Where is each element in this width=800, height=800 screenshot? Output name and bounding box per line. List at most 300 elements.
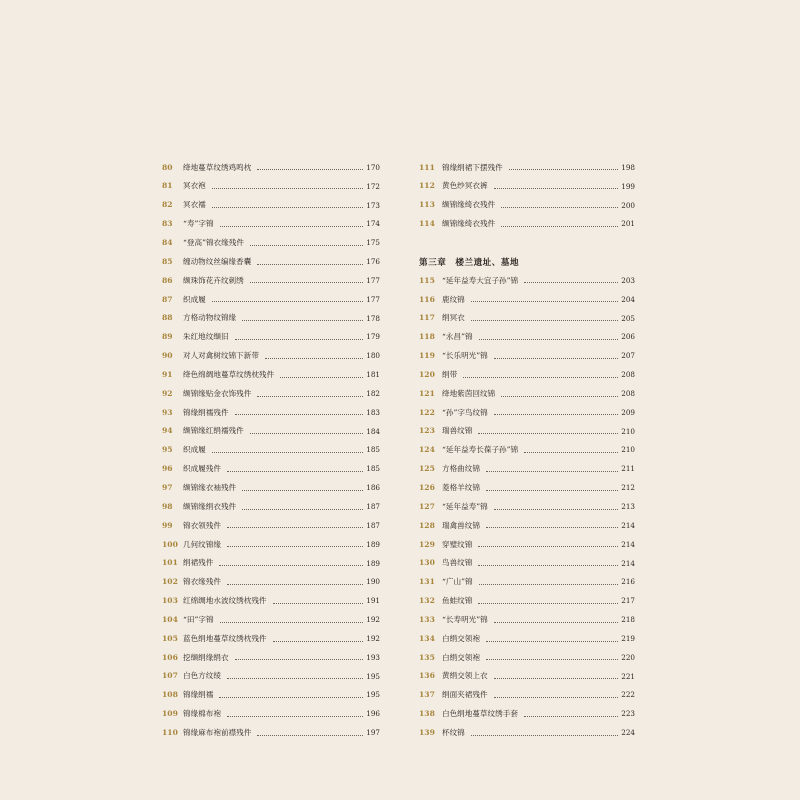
entry-number: 94 xyxy=(162,426,173,436)
toc-entry[interactable] xyxy=(419,460,635,479)
toc-right-top xyxy=(419,158,635,233)
entry-title: 锦衣缘残件 xyxy=(183,577,221,587)
entry-title: “延年益寿大宜子孙”锦 xyxy=(442,275,519,285)
toc-entry[interactable] xyxy=(419,573,635,592)
entry-title: 绢冥衣 xyxy=(442,313,465,323)
entry-number: 132 xyxy=(419,596,435,606)
toc-entry[interactable] xyxy=(419,686,635,705)
dot-leader xyxy=(250,244,363,246)
toc-entry[interactable] xyxy=(419,704,635,723)
entry-title: 红绵绸地水波纹绣枕残件 xyxy=(183,596,267,606)
entry-page-number: 223 xyxy=(621,709,635,719)
entry-number: 109 xyxy=(162,709,178,719)
entry-number: 117 xyxy=(419,313,435,323)
entry-title: 瑞禽兽纹锦 xyxy=(442,520,480,530)
dot-leader xyxy=(273,640,364,642)
entry-page-number: 219 xyxy=(621,633,635,643)
dot-leader xyxy=(280,376,363,378)
toc-entry[interactable] xyxy=(419,328,635,347)
entry-page-number: 204 xyxy=(621,294,635,304)
entry-page-number: 197 xyxy=(366,728,380,738)
toc-entry[interactable] xyxy=(162,328,380,347)
dot-leader xyxy=(478,545,618,547)
dot-leader xyxy=(471,300,619,302)
toc-entry[interactable] xyxy=(162,686,380,705)
entry-title: 白色方纹绫 xyxy=(183,671,221,681)
entry-page-number: 189 xyxy=(366,558,380,568)
dot-leader xyxy=(501,225,618,227)
entry-title: 方格曲纹锦 xyxy=(442,464,480,474)
dot-leader xyxy=(478,564,618,566)
chapter-heading: 第三章 楼兰遗址、墓地 xyxy=(419,257,520,268)
entry-page-number: 217 xyxy=(621,596,635,606)
entry-title: 绛地紫茵回纹锦 xyxy=(442,388,496,398)
entry-number: 126 xyxy=(419,482,435,492)
dot-leader xyxy=(479,338,619,340)
toc-entry[interactable] xyxy=(162,252,380,271)
dot-leader xyxy=(227,677,363,679)
entry-number: 83 xyxy=(162,219,173,229)
entry-page-number: 211 xyxy=(621,464,635,474)
toc-entry[interactable] xyxy=(162,196,380,215)
toc-entry[interactable] xyxy=(162,233,380,252)
dot-leader xyxy=(501,395,618,397)
entry-page-number: 193 xyxy=(366,652,380,662)
entry-title: 锦衣领残件 xyxy=(183,520,221,530)
entry-title: 缬锦缘红绢襦残件 xyxy=(183,426,244,436)
dot-leader xyxy=(242,508,363,510)
entry-title: 绛地蔓草纹绣鸡鸣枕 xyxy=(183,162,252,172)
entry-title: “田”字锦 xyxy=(183,614,214,624)
section-gap xyxy=(419,233,635,252)
toc-entry[interactable] xyxy=(419,610,635,629)
entry-title: 几何纹锦缘 xyxy=(183,539,221,549)
toc-entry[interactable] xyxy=(419,271,635,290)
entry-page-number: 224 xyxy=(621,728,635,738)
toc-entry[interactable] xyxy=(419,441,635,460)
toc-entry[interactable] xyxy=(419,723,635,742)
dot-leader xyxy=(494,696,619,698)
toc-entry[interactable] xyxy=(162,648,380,667)
dot-leader xyxy=(509,168,619,170)
dot-leader xyxy=(227,545,363,547)
entry-number: 128 xyxy=(419,520,435,530)
entry-title: 绢裙残件 xyxy=(183,558,214,568)
dot-leader xyxy=(219,696,363,698)
entry-page-number: 218 xyxy=(621,615,635,625)
entry-number: 118 xyxy=(419,332,435,342)
dot-leader xyxy=(524,451,618,453)
entry-title: 缬锦缘绮衣残件 xyxy=(442,219,496,229)
toc-entry[interactable] xyxy=(419,516,635,535)
entry-title: 鸟兽纹锦 xyxy=(442,558,473,568)
toc-entry[interactable] xyxy=(419,667,635,686)
dot-leader xyxy=(486,526,618,528)
dot-leader xyxy=(486,470,618,472)
dot-leader xyxy=(257,263,363,265)
entry-title: 锦缘绢裙下摆残件 xyxy=(442,162,503,172)
entry-title: 蓝色绢地蔓草纹绣枕残件 xyxy=(183,633,267,643)
dot-leader xyxy=(242,489,363,491)
toc-entry[interactable] xyxy=(162,271,380,290)
dot-leader xyxy=(494,621,619,623)
entry-page-number: 174 xyxy=(366,219,380,229)
entry-title: 杯纹锦 xyxy=(442,727,465,737)
dot-leader xyxy=(265,357,363,359)
toc-entry[interactable] xyxy=(419,403,635,422)
entry-number: 135 xyxy=(419,652,435,662)
entry-number: 100 xyxy=(162,539,178,549)
dot-leader xyxy=(235,413,364,415)
entry-number: 119 xyxy=(419,351,435,361)
entry-page-number: 177 xyxy=(366,294,380,304)
toc-entry[interactable] xyxy=(162,290,380,309)
entry-page-number: 220 xyxy=(621,652,635,662)
entry-number: 134 xyxy=(419,633,435,643)
entry-title: “永昌”锦 xyxy=(442,332,473,342)
entry-number: 116 xyxy=(419,294,435,304)
entry-number: 130 xyxy=(419,558,435,568)
entry-title: 挖缬绢缘绢衣 xyxy=(183,652,229,662)
toc-entry[interactable] xyxy=(162,403,380,422)
entry-number: 131 xyxy=(419,577,435,587)
entry-title: 绢带 xyxy=(442,369,458,379)
toc-entry[interactable] xyxy=(162,365,380,384)
entry-page-number: 206 xyxy=(621,332,635,342)
entry-number: 84 xyxy=(162,238,173,247)
toc-entry[interactable] xyxy=(419,554,635,573)
toc-entry[interactable] xyxy=(419,591,635,610)
entry-number: 127 xyxy=(419,501,435,511)
entry-number: 133 xyxy=(419,614,435,624)
entry-number: 121 xyxy=(419,388,435,398)
entry-title: 缠动物纹丝编缘香囊 xyxy=(183,256,252,266)
entry-title: “长乐明光”锦 xyxy=(442,351,488,361)
dot-leader xyxy=(235,658,364,660)
toc-entry[interactable] xyxy=(162,441,380,460)
entry-title: 鹿纹锦 xyxy=(442,294,465,304)
entry-title: 冥衣襦 xyxy=(183,200,206,210)
entry-number: 98 xyxy=(162,501,173,511)
entry-number: 108 xyxy=(162,690,178,700)
entry-page-number: 185 xyxy=(366,445,380,455)
toc-entry[interactable] xyxy=(419,497,635,516)
entry-page-number: 199 xyxy=(621,181,635,191)
entry-page-number: 172 xyxy=(366,181,380,191)
entry-page-number: 170 xyxy=(366,162,380,172)
entry-number: 112 xyxy=(419,181,435,191)
toc-entry[interactable] xyxy=(162,346,380,365)
toc-entry[interactable] xyxy=(162,610,380,629)
entry-title: 锦缘棉布袍 xyxy=(183,709,221,719)
dot-leader xyxy=(494,357,619,359)
entry-title: 锦缘绢襦残件 xyxy=(183,407,229,417)
entry-number: 122 xyxy=(419,407,435,417)
entry-number: 89 xyxy=(162,332,173,342)
entry-page-number: 176 xyxy=(366,257,380,267)
dot-leader xyxy=(250,432,364,434)
entry-number: 86 xyxy=(162,275,173,285)
entry-number: 120 xyxy=(419,369,435,379)
toc-entry[interactable] xyxy=(419,422,635,441)
entry-page-number: 222 xyxy=(621,690,635,700)
dot-leader xyxy=(212,206,364,208)
dot-leader xyxy=(524,281,618,283)
entry-title: 缬锦缘绢衣残件 xyxy=(183,501,237,511)
entry-number: 113 xyxy=(419,200,435,210)
toc-entry[interactable] xyxy=(162,554,380,573)
entry-title: 锦缘麻布袍前襟残件 xyxy=(183,727,252,737)
entry-title: “登高”锦衣缘残件 xyxy=(183,238,244,247)
dot-leader xyxy=(227,470,363,472)
toc-entry[interactable] xyxy=(162,516,380,535)
entry-title: 穿璧纹锦 xyxy=(442,539,473,549)
entry-page-number: 180 xyxy=(366,351,380,361)
entry-page-number: 214 xyxy=(621,558,635,568)
dot-leader xyxy=(219,564,363,566)
dot-leader xyxy=(479,583,619,585)
entry-page-number: 196 xyxy=(366,709,380,719)
toc-entry[interactable] xyxy=(162,309,380,328)
entry-page-number: 198 xyxy=(621,162,635,172)
entry-page-number: 221 xyxy=(621,671,635,681)
toc-entry[interactable] xyxy=(162,497,380,516)
entry-title: “长寿明光”锦 xyxy=(442,614,488,624)
entry-number: 102 xyxy=(162,577,178,587)
entry-number: 92 xyxy=(162,388,173,398)
dot-leader xyxy=(242,319,363,321)
entry-page-number: 179 xyxy=(366,332,380,342)
dot-leader xyxy=(471,734,619,736)
toc-entry[interactable] xyxy=(162,177,380,196)
entry-page-number: 208 xyxy=(621,388,635,398)
toc-right-bottom xyxy=(419,271,635,742)
entry-title: “延年益寿长葆子孙”锦 xyxy=(442,445,519,455)
entry-number: 125 xyxy=(419,464,435,474)
toc-entry[interactable] xyxy=(162,158,380,177)
entry-number: 103 xyxy=(162,596,178,606)
toc-entry[interactable] xyxy=(419,215,635,234)
entry-page-number: 187 xyxy=(366,520,380,530)
entry-page-number: 209 xyxy=(621,407,635,417)
toc-entry[interactable] xyxy=(419,177,635,196)
dot-leader xyxy=(471,319,619,321)
dot-leader xyxy=(478,602,618,604)
dot-leader xyxy=(220,225,364,227)
entry-title: 冥衣袍 xyxy=(183,181,206,191)
entry-number: 107 xyxy=(162,671,178,681)
entry-page-number: 210 xyxy=(621,426,635,436)
entry-number: 123 xyxy=(419,426,435,436)
toc-left-column xyxy=(162,158,380,742)
entry-number: 129 xyxy=(419,539,435,549)
entry-number: 137 xyxy=(419,690,435,700)
dot-leader xyxy=(212,187,364,189)
entry-title: “寿”字锦 xyxy=(183,219,214,229)
entry-page-number: 205 xyxy=(621,313,635,323)
toc-entry[interactable] xyxy=(419,648,635,667)
dot-leader xyxy=(227,526,363,528)
entry-title: 白色绢地蔓草纹绣手套 xyxy=(442,709,518,719)
entry-page-number: 192 xyxy=(366,633,380,643)
entry-title: 织成履 xyxy=(183,294,206,304)
entry-page-number: 212 xyxy=(621,483,635,493)
entry-number: 88 xyxy=(162,313,173,323)
entry-page-number: 213 xyxy=(621,502,635,511)
entry-page-number: 183 xyxy=(366,407,380,417)
dot-leader xyxy=(463,376,618,378)
entry-page-number: 182 xyxy=(366,388,380,398)
entry-page-number: 190 xyxy=(366,577,380,587)
toc-entry[interactable] xyxy=(162,629,380,648)
toc-entry[interactable] xyxy=(419,196,635,215)
entry-title: “孙”字鸟纹锦 xyxy=(442,407,488,417)
dot-leader xyxy=(257,395,363,397)
toc-entry[interactable] xyxy=(162,704,380,723)
dot-leader xyxy=(494,187,619,189)
entry-page-number: 214 xyxy=(621,520,635,530)
toc-entry[interactable] xyxy=(162,723,380,742)
dot-leader xyxy=(494,677,619,679)
entry-title: 缬锦缘绮衣残件 xyxy=(442,200,496,210)
entry-number: 114 xyxy=(419,219,435,229)
entry-number: 91 xyxy=(162,369,173,379)
toc-entry[interactable] xyxy=(419,158,635,177)
entry-number: 97 xyxy=(162,482,173,492)
dot-leader xyxy=(478,432,618,434)
entry-page-number: 207 xyxy=(621,351,635,361)
entry-number: 96 xyxy=(162,464,173,474)
entry-page-number: 195 xyxy=(366,690,380,700)
entry-number: 82 xyxy=(162,200,173,210)
entry-page-number: 195 xyxy=(366,671,380,681)
dot-leader xyxy=(494,508,619,510)
dot-leader xyxy=(235,338,364,340)
entry-title: 对人对禽树纹锦下新带 xyxy=(183,351,259,361)
entry-title: 朱红地纹缬旧 xyxy=(183,332,229,342)
entry-number: 111 xyxy=(419,162,435,172)
entry-title: 菱格羊纹锦 xyxy=(442,482,480,492)
entry-title: 瑞兽纹锦 xyxy=(442,426,473,436)
toc-right-column xyxy=(419,158,635,742)
entry-title: 黄色纱冥衣裤 xyxy=(442,181,488,191)
entry-title: 鱼蛙纹锦 xyxy=(442,596,473,606)
entry-title: 方格动物纹锦缘 xyxy=(183,313,237,323)
toc-entry[interactable] xyxy=(162,535,380,554)
entry-page-number: 181 xyxy=(366,370,380,380)
dot-leader xyxy=(486,489,618,491)
entry-page-number: 178 xyxy=(366,313,380,323)
entry-number: 85 xyxy=(162,256,173,266)
toc-entry[interactable] xyxy=(162,215,380,234)
entry-title: 黄绢交领上衣 xyxy=(442,671,488,681)
dot-leader xyxy=(524,715,618,717)
toc-entry[interactable] xyxy=(162,384,380,403)
entry-title: “延年益寿”锦 xyxy=(442,501,488,511)
entry-page-number: 187 xyxy=(366,502,380,511)
entry-number: 124 xyxy=(419,445,435,455)
entry-title: 白绢交领袍 xyxy=(442,652,480,662)
entry-page-number: 175 xyxy=(366,238,380,248)
toc-entry[interactable] xyxy=(419,365,635,384)
entry-page-number: 208 xyxy=(621,370,635,380)
entry-number: 110 xyxy=(162,727,178,737)
entry-title: 缬珠饰花卉纹刺绣 xyxy=(183,275,244,285)
entry-page-number: 216 xyxy=(621,577,635,587)
entry-page-number: 173 xyxy=(366,200,380,210)
dot-leader xyxy=(273,602,364,604)
entry-page-number: 200 xyxy=(621,200,635,210)
toc-entry[interactable] xyxy=(419,629,635,648)
dot-leader xyxy=(257,168,363,170)
dot-leader xyxy=(486,658,618,660)
entry-title: 缬锦缘贴金衣饰残件 xyxy=(183,388,252,398)
dot-leader xyxy=(501,206,618,208)
entry-number: 81 xyxy=(162,181,173,191)
entry-page-number: 186 xyxy=(366,483,380,493)
entry-page-number: 185 xyxy=(366,464,380,474)
entry-page-number: 214 xyxy=(621,539,635,549)
dot-leader xyxy=(486,640,618,642)
toc-entry[interactable] xyxy=(419,535,635,554)
toc-entry[interactable] xyxy=(419,290,635,309)
dot-leader xyxy=(257,734,363,736)
toc-entry[interactable] xyxy=(162,422,380,441)
toc-entry[interactable] xyxy=(419,384,635,403)
dot-leader xyxy=(212,451,364,453)
entry-page-number: 191 xyxy=(366,596,380,606)
toc-entry[interactable] xyxy=(162,667,380,686)
toc-entry[interactable] xyxy=(162,573,380,592)
entry-number: 106 xyxy=(162,652,178,662)
entry-title: 织成履残件 xyxy=(183,464,221,474)
dot-leader xyxy=(227,715,363,717)
dot-leader xyxy=(227,583,363,585)
toc-entry[interactable] xyxy=(162,460,380,479)
entry-page-number: 184 xyxy=(366,426,380,436)
entry-number: 90 xyxy=(162,351,173,361)
entry-number: 95 xyxy=(162,445,173,455)
toc-entry[interactable] xyxy=(419,478,635,497)
entry-number: 115 xyxy=(419,275,435,285)
entry-number: 105 xyxy=(162,633,178,643)
entry-number: 101 xyxy=(162,558,178,568)
entry-page-number: 177 xyxy=(366,275,380,285)
toc-entry[interactable] xyxy=(419,309,635,328)
entry-number: 139 xyxy=(419,727,435,737)
entry-page-number: 203 xyxy=(621,275,635,285)
entry-page-number: 201 xyxy=(621,219,635,229)
entry-title: 绛色绵绸地蔓草纹绣枕残件 xyxy=(183,369,275,379)
toc-entry[interactable] xyxy=(162,591,380,610)
entry-number: 99 xyxy=(162,520,173,530)
entry-page-number: 210 xyxy=(621,445,635,455)
entry-page-number: 192 xyxy=(366,615,380,625)
dot-leader xyxy=(494,413,619,415)
entry-title: 白绢交领袍 xyxy=(442,633,480,643)
entry-title: 锦缘绢襦 xyxy=(183,690,214,700)
entry-number: 136 xyxy=(419,671,435,681)
toc-entry[interactable] xyxy=(419,346,635,365)
dot-leader xyxy=(212,300,364,302)
entry-number: 138 xyxy=(419,709,435,719)
entry-title: 绢面夹裙残件 xyxy=(442,690,488,700)
dot-leader xyxy=(250,281,364,283)
toc-entry[interactable] xyxy=(162,478,380,497)
entry-title: 缬锦缘衣袖残件 xyxy=(183,482,237,492)
entry-number: 104 xyxy=(162,614,178,624)
entry-number: 80 xyxy=(162,162,173,172)
